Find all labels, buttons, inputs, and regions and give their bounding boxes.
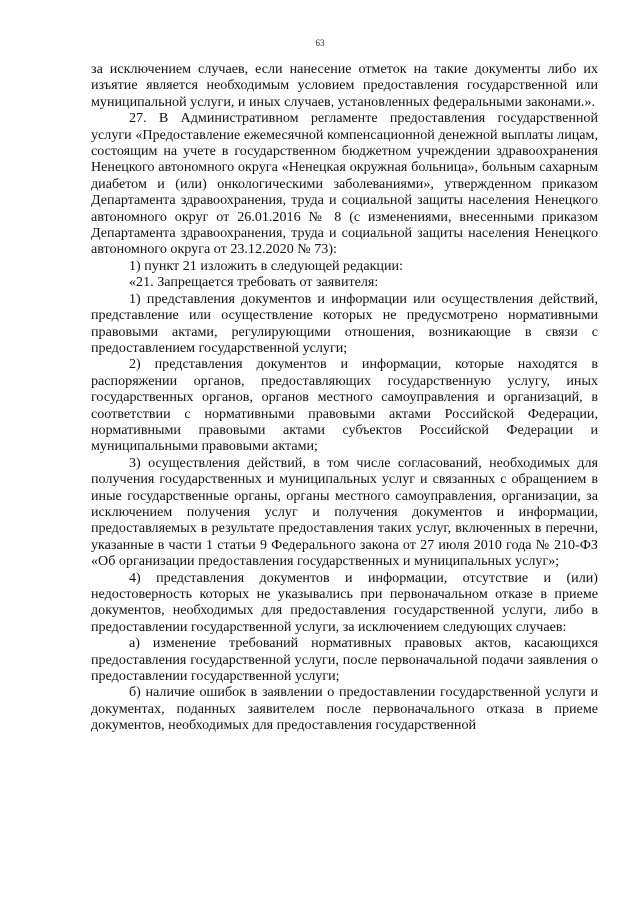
document-body [91, 61, 598, 734]
paragraph: 1) представления документов и информации или осуществления действий, представление или осуществление которых не предусмотрено нормативными правовыми актами, регулирующими отношения, возникающие в связи с предоставлением государственной услуги; [91, 290, 598, 356]
page-number: 63 [315, 38, 325, 48]
paragraph: 2) представления документов и информации, которые находятся в распоряжении органов, предоставляющих государственную услугу, иных государственных органов, органов местного самоуправления и организаций, в соответствии с нормативными правовыми актами Российской Федерации, нормативными правовыми актами субъектов Российской Федерации и муниципальными правовыми актами; [91, 356, 598, 455]
paragraph: б) наличие ошибок в заявлении о предоставлении государственной услуги и документах, поданных заявителем после первоначального отказа в приеме документов, необходимых для предоставления государственной [91, 684, 598, 734]
paragraph: 3) осуществления действий, в том числе согласований, необходимых для получения государственных и муниципальных услуг и связанных с обращением в иные государственные органы, органы местного самоуправления, организации, за исключением получения услуг и получения документов и информации, предоставляемых в результате предоставления таких услуг, включенных в перечни, указанные в части 1 статьи 9 Федерального закона от 27 июля 2010 года № 210-ФЗ «Об организации предоставления государственных и муниципальных услуг»; [91, 454, 598, 570]
paragraph: «21. Запрещается требовать от заявителя: [129, 274, 379, 291]
paragraph: 1) пункт 21 изложить в следующей редакции: [129, 257, 403, 274]
paragraph: 4) представления документов и информации, отсутствие и (или) недостоверность которых не указывались при первоначальном отказе в приеме документов, необходимых для предоставления государственной услуги, либо в предоставлении государственной услуги, за исключением следующих случаев: [91, 569, 598, 635]
paragraph: а) изменение требований нормативных правовых актов, касающихся предоставления государственной услуги, после первоначальной подачи заявления о предоставлении государственной услуги; [91, 635, 598, 685]
paragraph: за исключением случаев, если нанесение отметок на такие документы либо их изъятие является необходимым условием предоставления государственной или муниципальной услуги, и иных случаев, установленных федеральными законами.». [91, 61, 598, 110]
paragraph: 27. В Административном регламенте предоставления государственной услуги «Предоставление ежемесячной компенсационной денежной выплаты лицам, состоящим на учете в государственном бюджетном учреждении здравоохранения Ненецкого автономного округа «Ненецкая окружная больница», больным сахарным диабетом и (или) онкологическими заболеваниями», утвержденном приказом Департамента здравоохранения, труда и социальной защиты населения Ненецкого автономного округ от 26.01.2016 № 8 (с изменениями, внесенными приказом Департамента здравоохранения, труда и социальной защиты населения Ненецкого автономного округа от 23.12.2020 № 73): [91, 110, 598, 258]
